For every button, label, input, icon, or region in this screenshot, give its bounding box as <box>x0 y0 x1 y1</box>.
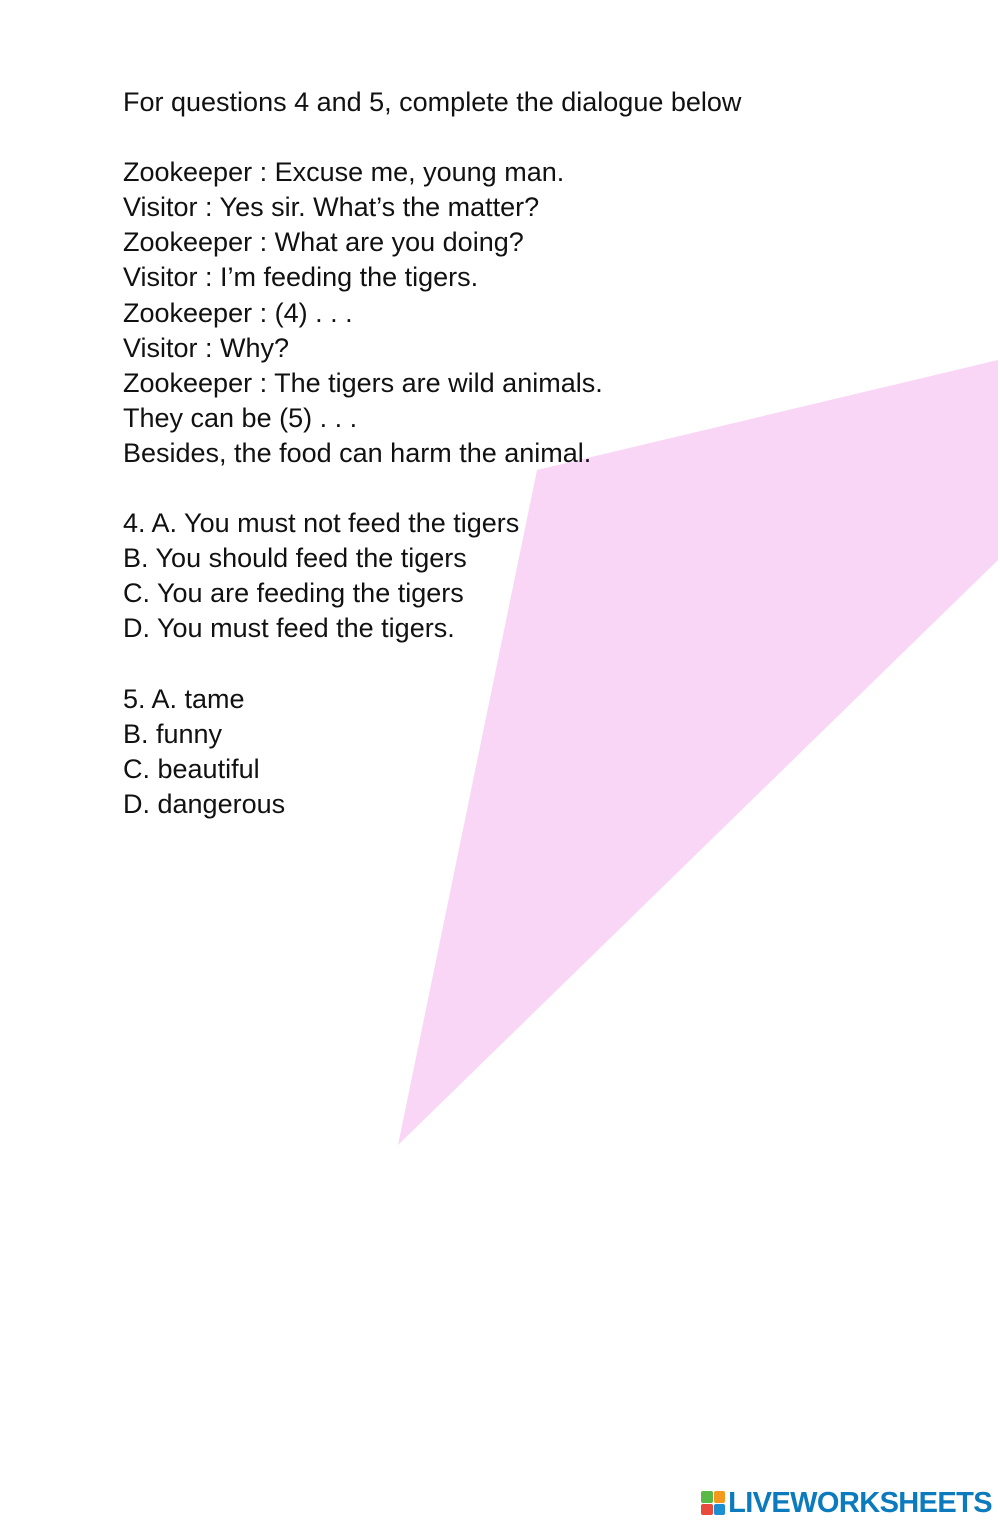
question-5-option: D. dangerous <box>123 788 286 819</box>
dialogue-line: Visitor : I’m feeding the tigers. <box>123 262 479 293</box>
spacer <box>123 120 923 155</box>
instruction-text: For questions 4 and 5, complete the dialogue below <box>123 87 742 117</box>
question-4-option: 4. A. You must not feed the tigers <box>123 508 520 539</box>
brand-text: LIVEWORKSHEETS <box>728 1486 992 1519</box>
question-5-option: B. funny <box>123 718 223 749</box>
spacer <box>123 647 923 682</box>
logo-square-blue <box>714 1504 726 1516</box>
dialogue-line: Zookeeper : What are you doing? <box>123 227 524 258</box>
dialogue-line: Visitor : Why? <box>123 332 290 363</box>
logo-square-orange <box>714 1491 726 1503</box>
question-4-option: D. You must feed the tigers. <box>123 613 455 644</box>
logo-square-green <box>701 1491 713 1503</box>
question-4-option: B. You should feed the tigers <box>123 543 467 574</box>
question-5-option: C. beautiful <box>123 753 260 784</box>
liveworksheets-brand <box>701 1486 992 1520</box>
dialogue-line: They can be (5) . . . <box>123 402 358 433</box>
question-5-option: 5. A. tame <box>123 683 245 714</box>
question-4-options <box>123 506 923 646</box>
logo-square-red <box>701 1504 713 1516</box>
spacer <box>123 471 923 506</box>
question-5-options <box>123 682 923 822</box>
dialogue-line: Besides, the food can harm the animal. <box>123 437 592 468</box>
worksheet-content <box>123 85 923 822</box>
dialogue-line: Zookeeper : The tigers are wild animals. <box>123 367 603 398</box>
dialogue-line: Zookeeper : (4) . . . <box>123 297 353 328</box>
dialogue-line: Zookeeper : Excuse me, young man. <box>123 157 565 188</box>
liveworksheets-logo-icon <box>701 1491 725 1515</box>
question-4-option: C. You are feeding the tigers <box>123 578 464 609</box>
dialogue-line: Visitor : Yes sir. What’s the matter? <box>123 192 540 223</box>
dialogue-block <box>123 155 923 471</box>
